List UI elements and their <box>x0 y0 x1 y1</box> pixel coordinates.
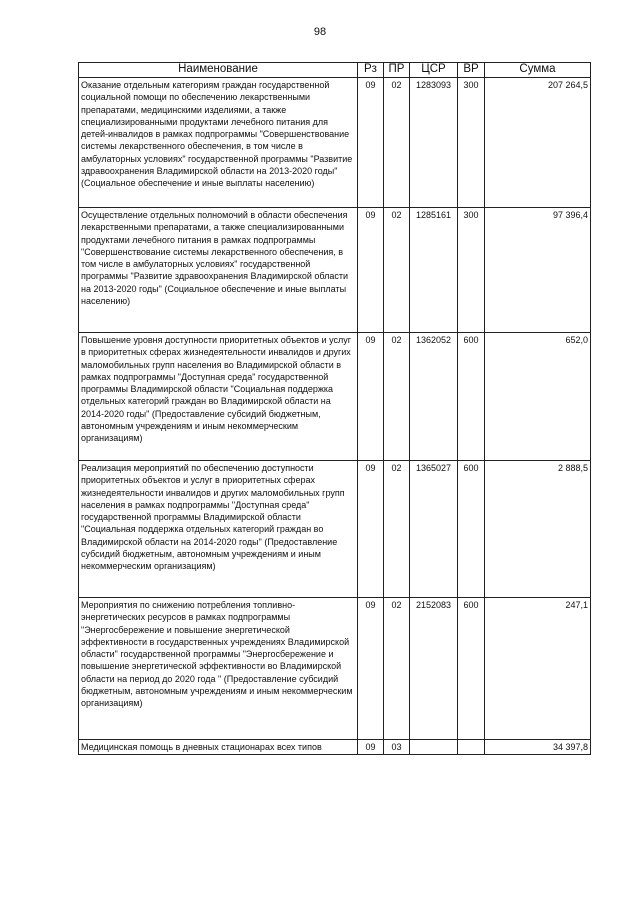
row-csr: 2152083 <box>410 598 458 740</box>
row-rz: 09 <box>358 598 384 740</box>
row-rz: 09 <box>358 461 384 598</box>
row-name: Медицинская помощь в дневных стационарах всех типов <box>79 740 358 755</box>
row-pr: 02 <box>384 208 410 333</box>
row-rz: 09 <box>358 78 384 208</box>
row-rz: 09 <box>358 333 384 461</box>
row-csr <box>410 740 458 755</box>
budget-table <box>78 62 591 755</box>
row-name: Оказание отдельным категориям граждан государственной социальной помощи по обеспечению лекарственными препаратами, медицинскими изделиями, а также специализированными продуктами лечебного питания для детей-инвалидов в рамках подпрограммы "Совершенствование системы лекарственного обеспечения, в том числе в амбулаторных условиях" государственной программы "Развитие здравоохранения Владимирской области на 2013-2020 годы" (Социальное обеспечение и иные выплаты населению) <box>79 78 358 208</box>
row-vr: 600 <box>458 598 485 740</box>
row-vr <box>458 740 485 755</box>
row-pr: 02 <box>384 333 410 461</box>
header-pr: ПР <box>384 63 410 78</box>
row-csr: 1283093 <box>410 78 458 208</box>
header-csr: ЦСР <box>410 63 458 78</box>
row-pr: 02 <box>384 598 410 740</box>
row-sum: 34 397,8 <box>485 740 591 755</box>
row-rz: 09 <box>358 208 384 333</box>
row-pr: 03 <box>384 740 410 755</box>
row-sum: 247,1 <box>485 598 591 740</box>
row-sum: 652,0 <box>485 333 591 461</box>
row-csr: 1362052 <box>410 333 458 461</box>
row-pr: 02 <box>384 78 410 208</box>
row-name: Повышение уровня доступности приоритетных объектов и услуг в приоритетных сферах жизнедеятельности инвалидов и других маломобильных групп населения во Владимирской области в рамках подпрограммы "Доступная среда" государственной программы Владимирской области "Социальная поддержка отдельных категорий граждан во Владимирской области на 2014-2020 годы" (Предоставление субсидий бюджетным, автономным учреждениям и иным некоммерческим организациям) <box>79 333 358 461</box>
table-row <box>79 333 591 461</box>
row-sum: 2 888,5 <box>485 461 591 598</box>
header-row <box>79 63 591 78</box>
row-pr: 02 <box>384 461 410 598</box>
row-csr: 1285161 <box>410 208 458 333</box>
row-csr: 1365027 <box>410 461 458 598</box>
row-vr: 600 <box>458 461 485 598</box>
table-row <box>79 461 591 598</box>
row-sum: 97 396,4 <box>485 208 591 333</box>
table-row <box>79 740 591 755</box>
row-rz: 09 <box>358 740 384 755</box>
header-sum: Сумма <box>485 63 591 78</box>
row-vr: 600 <box>458 333 485 461</box>
table-row <box>79 208 591 333</box>
header-name: Наименование <box>79 63 358 78</box>
header-vr: ВР <box>458 63 485 78</box>
row-sum: 207 264,5 <box>485 78 591 208</box>
row-name: Реализация мероприятий по обеспечению доступности приоритетных объектов и услуг в приоритетных сферах жизнедеятельности инвалидов и других маломобильных групп населения в рамках подпрограммы "Доступная среда" государственной программы Владимирской области "Социальная поддержка отдельных категорий граждан во Владимирской области на 2014-2020 годы" (Предоставление субсидий бюджетным, автономным учреждениям и иным некоммерческим организациям) <box>79 461 358 598</box>
page-number: 98 <box>313 26 327 38</box>
row-vr: 300 <box>458 208 485 333</box>
table-row <box>79 598 591 740</box>
row-name: Мероприятия по снижению потребления топливно-энергетических ресурсов в рамках подпрограммы "Энергосбережение и повышение энергетической эффективности в государственных учреждениях Владимирской области" государственной программы "Энергосбережение и повышение энергетической эффективности во Владимирской области на период до 2020 года " (Предоставление субсидий бюджетным, автономным учреждениям и иным некоммерческим организациям) <box>79 598 358 740</box>
row-vr: 300 <box>458 78 485 208</box>
header-rz: Рз <box>358 63 384 78</box>
row-name: Осуществление отдельных полномочий в области обеспечения лекарственными препаратами, а также специализированными продуктами лечебного питания в рамках подпрограммы "Совершенствование системы лекарственного обеспечения, в том числе в амбулаторных условиях" государственной программы "Развитие здравоохранения Владимирской области на 2013-2020 годы" (Социальное обеспечение и иные выплаты населению) <box>79 208 358 333</box>
table-row <box>79 78 591 208</box>
